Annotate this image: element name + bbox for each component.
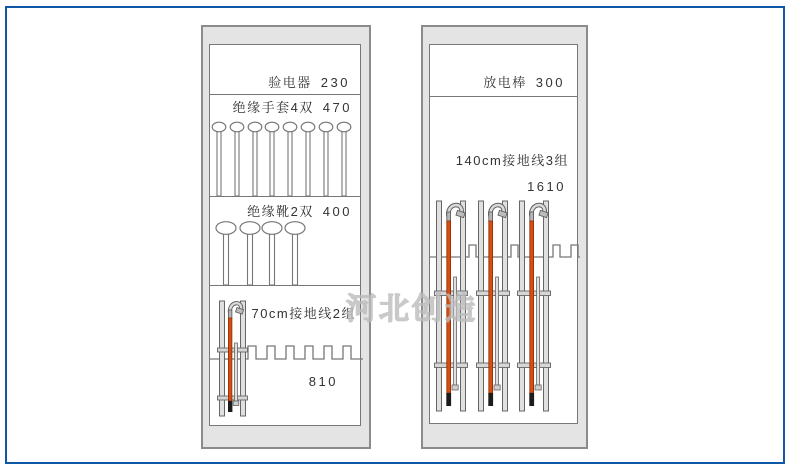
cabinet-right-panel: [429, 44, 578, 424]
grounding-rack-left: [210, 285, 363, 428]
page-border-frame: [5, 6, 785, 464]
label-grounding-wire-140cm-text: 140cm接地线3组: [455, 153, 569, 168]
value-insulating-boots: 400: [322, 204, 352, 219]
cabinet-left-panel: [209, 44, 361, 426]
value-electroscope: 230: [320, 75, 350, 90]
grounding-rod-assembly-icon: [435, 201, 468, 411]
value-grounding-wire-70cm: 810: [308, 374, 338, 389]
label-insulating-gloves-text: 绝缘手套4双: [232, 100, 314, 115]
label-discharge-rod: [483, 76, 565, 90]
label-insulating-boots-text: 绝缘靴2双: [247, 204, 314, 219]
watermark-text: 河北创造: [346, 293, 478, 326]
cabinet-right: [421, 25, 588, 449]
shelf-divider: [210, 94, 360, 95]
label-grounding-wire-70cm-text: 70cm接地线2组: [251, 306, 356, 321]
grounding-rack-right: [430, 96, 580, 424]
value-grounding-wire-140cm: 1610: [527, 179, 566, 194]
shelf-divider: [210, 196, 360, 197]
value-discharge-rod: 300: [535, 75, 565, 90]
label-insulating-boots: [247, 205, 352, 219]
label-electroscope-text: 验电器: [268, 75, 312, 90]
grounding-rod-assembly-icon: [477, 201, 510, 411]
label-discharge-rod-text: 放电棒: [483, 75, 527, 90]
grounding-rod-assembly-icon: [518, 201, 551, 411]
label-insulating-gloves: [233, 101, 352, 115]
label-electroscope: [268, 76, 350, 90]
glove-hanger-pegs: [212, 122, 362, 196]
value-insulating-gloves: 470: [322, 100, 352, 115]
boot-hanger-pegs: [212, 221, 312, 285]
cabinet-left: [201, 25, 371, 449]
